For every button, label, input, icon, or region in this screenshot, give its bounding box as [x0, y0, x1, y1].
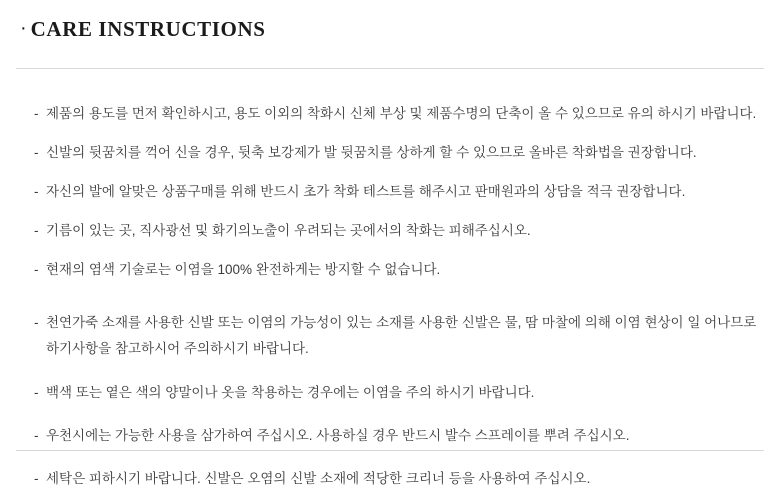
- list-dash: -: [34, 428, 39, 444]
- list-dash: -: [34, 471, 39, 487]
- list-item-text: 우천시에는 가능한 사용을 삼가하여 주십시오. 사용하실 경우 반드시 발수 스프레이를 뿌려 주십시오.: [46, 428, 630, 444]
- care-list-group-1: [16, 103, 764, 281]
- list-item-text: 제품의 용도를 먼저 확인하시고, 용도 이외의 착화시 신체 부상 및 제품수명의 단축이 올 수 있으므로 유의 하시기 바랍니다.: [46, 106, 757, 122]
- header-divider: [16, 68, 764, 69]
- list-dash: -: [34, 106, 39, 122]
- list-item: [16, 220, 764, 242]
- page-header: [20, 0, 764, 58]
- list-dash: -: [34, 145, 39, 161]
- list-item: [16, 310, 764, 362]
- list-dash: -: [34, 223, 39, 239]
- list-item: [16, 424, 764, 448]
- list-item: [16, 103, 764, 125]
- list-dash: -: [34, 262, 39, 278]
- list-item: [16, 259, 764, 281]
- list-dash: -: [34, 184, 39, 200]
- list-item: [16, 467, 764, 491]
- list-item-text: 현재의 염색 기술로는 이염을 100% 완전하게는 방지할 수 없습니다.: [46, 262, 441, 278]
- list-item-text: 천연가죽 소재를 사용한 신발 또는 이염의 가능성이 있는 소재를 사용한 신발은 물, 땀 마찰에 의해 이염 현상이 일 어나므로 하기사항을 참고하시어 주의하시기 바랍니다.: [46, 315, 757, 357]
- list-dash: -: [34, 385, 39, 401]
- list-item-text: 백색 또는 옅은 색의 양말이나 옷을 착용하는 경우에는 이염을 주의 하시기 바랍니다.: [46, 385, 535, 401]
- footer-divider: [16, 450, 764, 451]
- list-item: [16, 381, 764, 405]
- bullet-icon: ·: [20, 17, 27, 40]
- list-item: [16, 181, 764, 203]
- list-item-text: 자신의 발에 알맞은 상품구매를 위해 반드시 초가 착화 테스트를 해주시고 판매원과의 상담을 적극 권장합니다.: [46, 184, 686, 200]
- list-item: [16, 142, 764, 164]
- list-item-text: 신발의 뒷꿈치를 꺽어 신을 경우, 뒷축 보강제가 발 뒷꿈치를 상하게 할 수 있으므로 올바른 착화법을 권장합니다.: [46, 145, 697, 161]
- list-dash: -: [34, 315, 39, 331]
- page-title: CARE INSTRUCTIONS: [30, 17, 266, 42]
- care-list-group-2: [16, 310, 764, 491]
- list-item-text: 세탁은 피하시기 바랍니다. 신발은 오염의 신발 소재에 적당한 크리너 등을 사용하여 주십시오.: [46, 471, 591, 487]
- list-item-text: 기름이 있는 곳, 직사광선 및 화기의노출이 우려되는 곳에서의 착화는 피해주십시오.: [46, 223, 531, 239]
